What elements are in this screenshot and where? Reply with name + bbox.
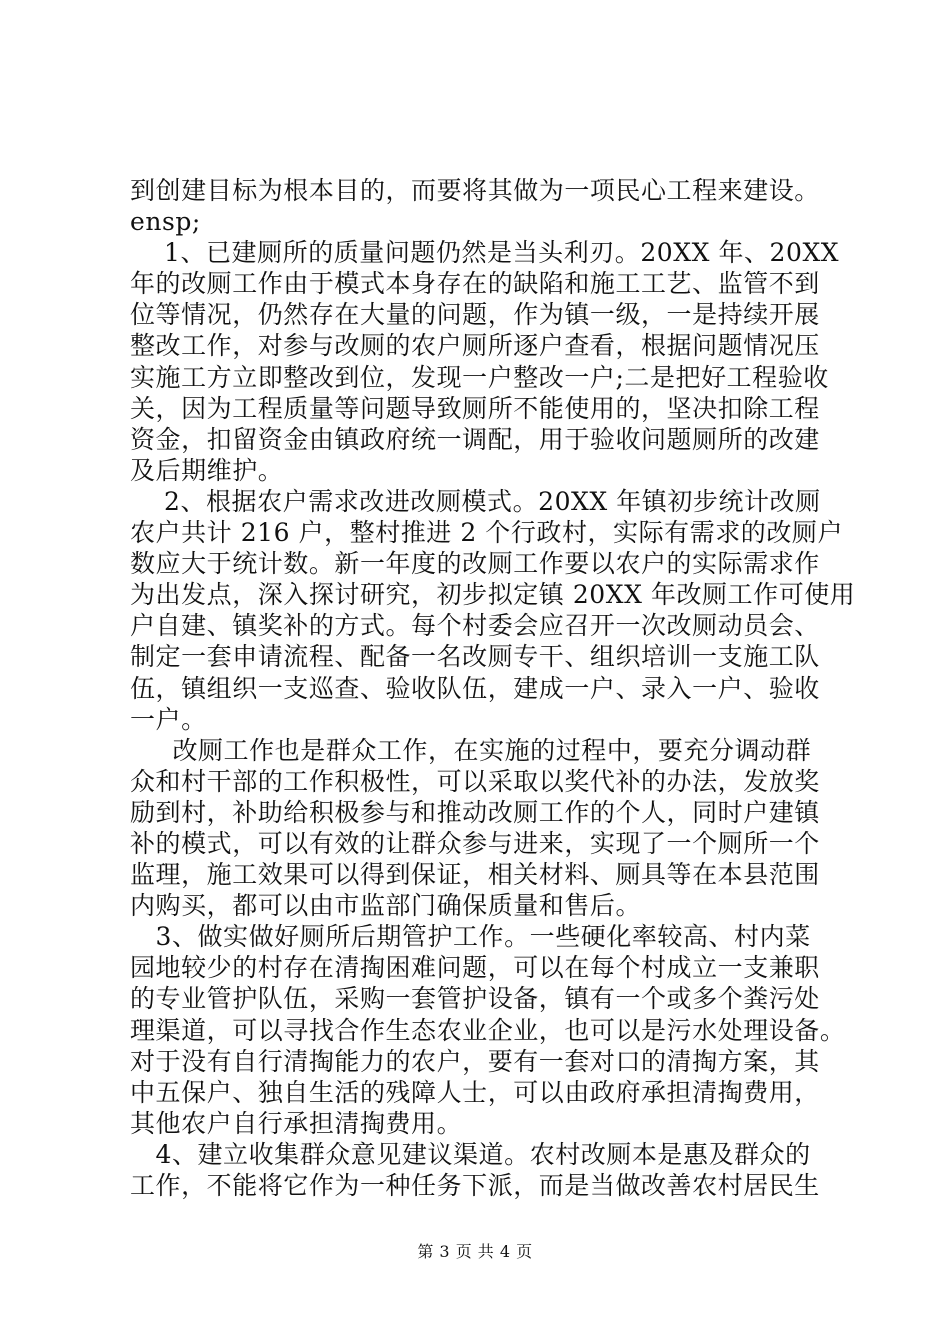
text-line: 3、做实做好厕所后期管护工作。一些硬化率较高、村内菜: [130, 922, 811, 952]
body-text: [130, 175, 870, 1201]
text-line: 众和村干部的工作积极性，可以采取以奖代补的办法，发放奖: [130, 766, 820, 796]
text-line: 伍，镇组织一支巡查、验收队伍，建成一户、录入一户、验收: [130, 673, 820, 703]
text-line: 一户。: [130, 704, 207, 734]
text-line: 的专业管护队伍，采购一套管护设备，镇有一个或多个粪污处: [130, 984, 820, 1014]
text-line: 年的改厕工作由于模式本身存在的缺陷和施工工艺、监管不到: [130, 269, 820, 299]
text-line: 资金，扣留资金由镇政府统一调配，用于验收问题厕所的改建: [130, 424, 820, 454]
text-line: 改厕工作也是群众工作，在实施的过程中，要充分调动群: [130, 735, 812, 765]
text-line: 励到村，补助给积极参与和推动改厕工作的个人，同时户建镇: [130, 797, 820, 827]
text-line: 补的模式，可以有效的让群众参与进来，实现了一个厕所一个: [130, 828, 820, 858]
text-line: 关，因为工程质量等问题导致厕所不能使用的，坚决扣除工程: [130, 393, 820, 423]
text-line: 工作，不能将它作为一种任务下派，而是当做改善农村居民生: [130, 1171, 820, 1200]
text-line: 对于没有自行清掏能力的农户，要有一套对口的清掏方案，其: [130, 1046, 820, 1076]
text-line: ensp;: [130, 207, 201, 237]
text-line: 1、已建厕所的质量问题仍然是当头利刃。20XX 年、20XX: [130, 238, 840, 268]
page-number-footer: 第 3 页 共 4 页: [417, 1242, 533, 1261]
text-line: 其他农户自行承担清掏费用。: [130, 1108, 463, 1138]
text-line: 整改工作，对参与改厕的农户厕所逐户查看，根据问题情况压: [130, 331, 820, 361]
text-line: 农户共计 216 户，整村推进 2 个行政村，实际有需求的改厕户: [130, 518, 844, 548]
text-line: 为出发点，深入探讨研究，初步拟定镇 20XX 年改厕工作可使用: [130, 580, 856, 610]
text-line: 到创建目标为根本目的，而要将其做为一项民心工程来建设。: [130, 176, 820, 205]
text-line: 理渠道，可以寻找合作生态农业企业，也可以是污水处理设备。: [130, 1015, 846, 1045]
text-line: 位等情况，仍然存在大量的问题，作为镇一级，一是持续开展: [130, 300, 820, 330]
text-line: 及后期维护。: [130, 455, 284, 485]
text-line: 2、根据农户需求改进改厕模式。20XX 年镇初步统计改厕: [130, 486, 821, 516]
text-line: 中五保户、独自生活的残障人士，可以由政府承担清掏费用，: [130, 1077, 820, 1107]
text-line: 监理，施工效果可以得到保证，相关材料、厕具等在本县范围: [130, 860, 820, 890]
text-line: 户自建、镇奖补的方式。每个村委会应召开一次改厕动员会、: [130, 611, 820, 641]
text-line: 实施工方立即整改到位，发现一户整改一户;二是把好工程验收: [130, 362, 829, 392]
text-line: 园地较少的村存在清掏困难问题，可以在每个村成立一支兼职: [130, 953, 820, 983]
text-line: 制定一套申请流程、配备一名改厕专干、组织培训一支施工队: [130, 642, 820, 672]
text-line: 数应大于统计数。新一年度的改厕工作要以农户的实际需求作: [130, 549, 820, 579]
text-line: 4、建立收集群众意见建议渠道。农村改厕本是惠及群众的: [130, 1139, 811, 1169]
text-line: 内购买，都可以由市监部门确保质量和售后。: [130, 891, 642, 921]
